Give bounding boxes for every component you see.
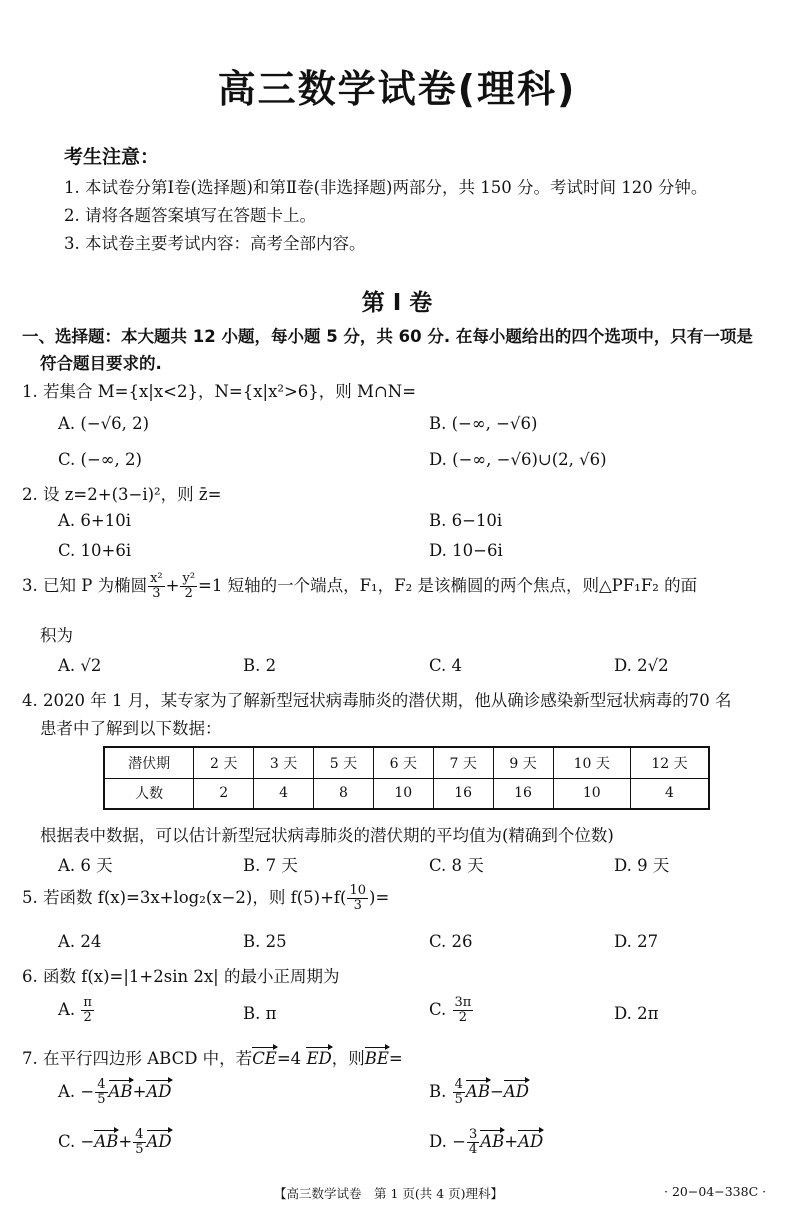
vector-ad: AD [146,1082,172,1101]
question-5-option-c: C. 26 [429,932,473,951]
fraction-denominator: 3 [152,586,161,601]
vector-ab: AB [94,1132,119,1151]
question-6-option-b: B. π [243,1004,277,1023]
footer-page-info: 【高三数学试卷 第 1 页(共 4 页)理科】 [274,1186,504,1201]
table-cell: 10 [373,778,433,809]
question-6-option-d: D. 2π [614,1004,659,1023]
question-7-option-a [58,1078,172,1107]
question-4-option-b: B. 7 天 [243,856,298,875]
question-1-option-d: D. (−∞, −√6)∪(2, √6) [429,450,607,469]
exam-title: 高三数学试卷(理科) [217,67,577,111]
table-cell: 7 天 [433,747,493,778]
question-7-option-d [429,1128,543,1157]
vector-ad: AD [503,1082,529,1101]
fraction-denominator: 3 [353,898,362,913]
vector-ce: CE [252,1049,277,1068]
table-cell: 4 [630,778,709,809]
fraction-denominator: 2 [83,1010,92,1025]
vector-ab: AB [480,1132,505,1151]
question-1-stem: 1. 若集合 M={x|x<2}，N={x|x²>6}，则 M∩N= [22,382,417,401]
question-1-option-c: C. (−∞, 2) [58,450,142,469]
table-row [104,778,709,809]
table-cell: 5 天 [314,747,374,778]
option-label: C. [429,1000,452,1019]
question-6-option-a [58,996,95,1025]
question-7-option-c [58,1128,172,1157]
question-7-option-b [429,1078,529,1107]
question-3-option-b: B. 2 [243,656,277,675]
part1-instructions-1: 一、选择题：本大题共 12 小题，每小题 5 分，共 60 分. 在每小题给出的四个选项中，只有一项是 [22,327,753,346]
operator: − [489,1082,504,1101]
question-5-fraction [347,884,368,913]
operator: + [504,1132,519,1151]
section-title: 第 Ⅰ 卷 [361,290,433,316]
question-3-option-c: C. 4 [429,656,463,675]
fraction-numerator: 10 [349,883,367,898]
table-cell: 12 天 [630,747,709,778]
question-3-stem-a: 3. 已知 P 为椭圆 [22,576,148,595]
operator: + [118,1132,133,1151]
question-3-option-a: A. √2 [58,656,102,675]
question-7-stem [22,1045,403,1069]
equals-four: =4 [276,1049,302,1068]
question-2-option-b: B. 6−10i [429,511,503,530]
incubation-data-table [103,746,710,810]
plus-sign: + [165,576,180,595]
question-2-stem: 2. 设 z=2+(3−i)²，则 z̄= [22,485,222,504]
fraction-numerator: x² [150,571,163,586]
table-cell: 4 [254,778,314,809]
question-1-option-b: B. (−∞, −√6) [429,414,538,433]
table-cell: 10 天 [553,747,630,778]
question-4-option-c: C. 8 天 [429,856,484,875]
option-fraction [81,996,94,1025]
fraction-denominator: 5 [135,1142,144,1157]
fraction-denominator: 4 [468,1142,478,1157]
question-3-fraction-x [148,572,165,601]
question-6-option-c [429,996,474,1025]
option-fraction [133,1128,145,1157]
fraction-numerator: 3 [468,1127,478,1142]
vector-ad: AD [518,1132,544,1151]
question-4-stem-2: 患者中了解到以下数据： [40,719,222,738]
vector-ed: ED [306,1049,332,1068]
option-fraction [453,1078,465,1107]
question-5-stem-b: )= [369,888,390,907]
fraction-denominator: 2 [184,586,193,601]
fraction-numerator: 4 [454,1077,463,1092]
table-cell: 16 [433,778,493,809]
question-3-stem-b: =1 短轴的一个端点，F₁，F₂ 是该椭圆的两个焦点，则△PF₁F₂ 的面 [198,576,698,595]
notice-item-1: 1. 本试卷分第Ⅰ卷(选择题)和第Ⅱ卷(非选择题)两部分，共 150 分。考试时间 120 分钟。 [64,178,708,197]
option-label: C. − [58,1132,95,1151]
vector-ad: AD [146,1132,172,1151]
fraction-numerator: 4 [97,1077,106,1092]
question-3-stem [22,572,697,601]
question-3-fraction-y [180,572,197,601]
question-7-stem-end: = [388,1049,403,1068]
table-cell: 3 天 [254,747,314,778]
option-label: A. − [58,1082,95,1101]
fraction-numerator: 3π [454,995,472,1010]
table-cell: 2 [194,778,254,809]
fraction-denominator: 5 [454,1092,463,1107]
option-fraction [95,1078,107,1107]
question-4-option-d: D. 9 天 [614,856,670,875]
option-label: A. [58,1000,81,1019]
operator: + [132,1082,147,1101]
question-4-stem-1: 4. 2020 年 1 月，某专家为了解新型冠状病毒肺炎的潜伏期，他从确诊感染新型冠状病毒的70 名 [22,691,732,710]
fraction-denominator: 2 [458,1010,468,1025]
table-cell: 6 天 [373,747,433,778]
table-cell: 人数 [104,778,194,809]
fraction-denominator: 5 [97,1092,106,1107]
question-7-stem-mid: ，则 [331,1049,365,1068]
table-cell: 潜伏期 [104,747,194,778]
question-4-option-a: A. 6 天 [58,856,113,875]
notice-heading: 考生注意： [64,146,160,168]
table-cell: 10 [553,778,630,809]
table-cell: 8 [314,778,374,809]
question-2-option-c: C. 10+6i [58,541,132,560]
fraction-numerator: π [83,995,92,1010]
question-6-stem: 6. 函数 f(x)=|1+2sin 2x| 的最小正周期为 [22,967,340,986]
table-cell: 9 天 [493,747,553,778]
table-cell: 16 [493,778,553,809]
notice-item-3: 3. 本试卷主要考试内容：高考全部内容。 [64,234,366,253]
table-row [104,747,709,778]
question-5-option-b: B. 25 [243,932,287,951]
table-cell: 2 天 [194,747,254,778]
question-5-option-d: D. 27 [614,932,659,951]
option-label: B. [429,1082,452,1101]
question-3-stem-c: 积为 [40,626,73,645]
vector-ab: AB [465,1082,490,1101]
question-5-stem [22,884,389,913]
option-fraction [467,1128,479,1157]
vector-ab: AB [108,1082,133,1101]
option-fraction [453,996,474,1025]
option-label: D. − [429,1132,466,1151]
footer-code: · 20−04−338C · [664,1184,767,1199]
question-3-option-d: D. 2√2 [614,656,669,675]
question-2-option-a: A. 6+10i [58,511,132,530]
question-1-option-a: A. (−√6, 2) [58,414,150,433]
question-2-option-d: D. 10−6i [429,541,503,560]
question-5-option-a: A. 24 [58,932,102,951]
notice-item-2: 2. 请将各题答案填写在答题卡上。 [64,206,316,225]
fraction-numerator: 4 [135,1127,144,1142]
question-4-stem-3: 根据表中数据，可以估计新型冠状病毒肺炎的潜伏期的平均值为(精确到个位数) [40,826,614,845]
vector-be: BE [364,1049,389,1068]
fraction-numerator: y² [182,571,196,586]
question-7-stem-pre: 7. 在平行四边形 ABCD 中，若 [22,1049,253,1068]
part1-instructions-2: 符合题目要求的. [40,354,162,373]
question-5-stem-a: 5. 若函数 f(x)=3x+log₂(x−2)，则 f(5)+f( [22,888,347,907]
